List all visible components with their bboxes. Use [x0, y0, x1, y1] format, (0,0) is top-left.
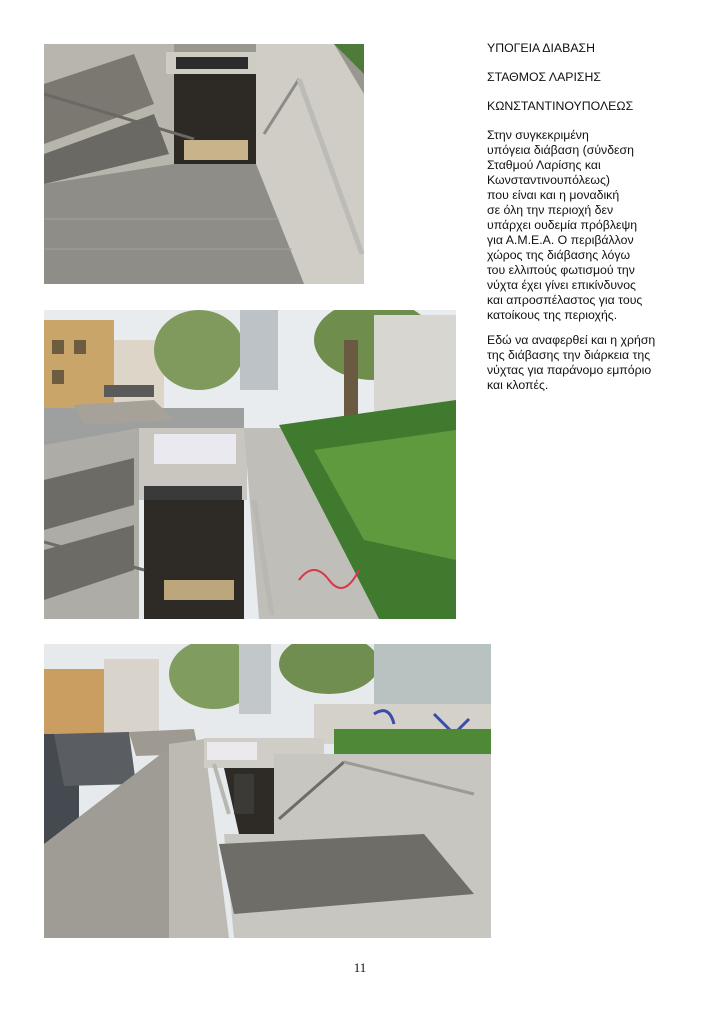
paragraph-line: Σταθμού Λαρίσης και: [487, 158, 601, 172]
heading-underpass: ΥΠΟΓΕΙΑ ΔΙΑΒΑΣΗ: [487, 41, 596, 55]
paragraph-line: Εδώ να αναφερθεί και η χρήση: [487, 333, 656, 347]
paragraph-line: του ελλιπούς φωτισμού την: [487, 263, 635, 277]
heading-station: ΣΤΑΘΜΟΣ ΛΑΡΙΣΗΣ: [487, 70, 601, 84]
paragraph-line: υπόγεια διάβαση (σύνδεση: [487, 143, 634, 157]
paragraph-line: κατοίκους της περιοχής.: [487, 308, 618, 322]
heading-street: ΚΩΝΣΤΑΝΤΙΝΟΥΠΟΛΕΩΣ: [487, 99, 634, 113]
paragraph-line: νύχτα έχει γίνει επικίνδυνος: [487, 278, 636, 292]
paragraph-line: νύχτας για παράνομο εμπόριο: [487, 363, 652, 377]
paragraph-line: και απροσπέλαστος για τους: [487, 293, 643, 307]
photo-underpass-street-view: [44, 310, 456, 619]
description-column: [487, 41, 687, 403]
paragraph-line: σε όλη την περιοχή δεν: [487, 203, 614, 217]
photo-underpass-stairs: [44, 44, 364, 284]
paragraph-line: που είναι και η μοναδική: [487, 188, 620, 202]
paragraph-accessibility: [487, 128, 687, 323]
paragraph-line: της διάβασης την διάρκεια της: [487, 348, 651, 362]
paragraph-line: Στην συγκεκριμένη: [487, 128, 589, 142]
paragraph-line: χώρος της διάβασης λόγω: [487, 248, 631, 262]
page-number: 11: [353, 960, 367, 975]
photo-underpass-ramp: [44, 644, 491, 938]
paragraph-line: και κλοπές.: [487, 378, 549, 392]
paragraph-line: υπάρχει ουδεμία πρόβλεψη: [487, 218, 638, 232]
paragraph-night-use: [487, 333, 687, 393]
paragraph-line: για Α.Μ.Ε.Α. Ο περιβάλλον: [487, 233, 634, 247]
paragraph-line: Κωνσταντινουπόλεως): [487, 173, 610, 187]
